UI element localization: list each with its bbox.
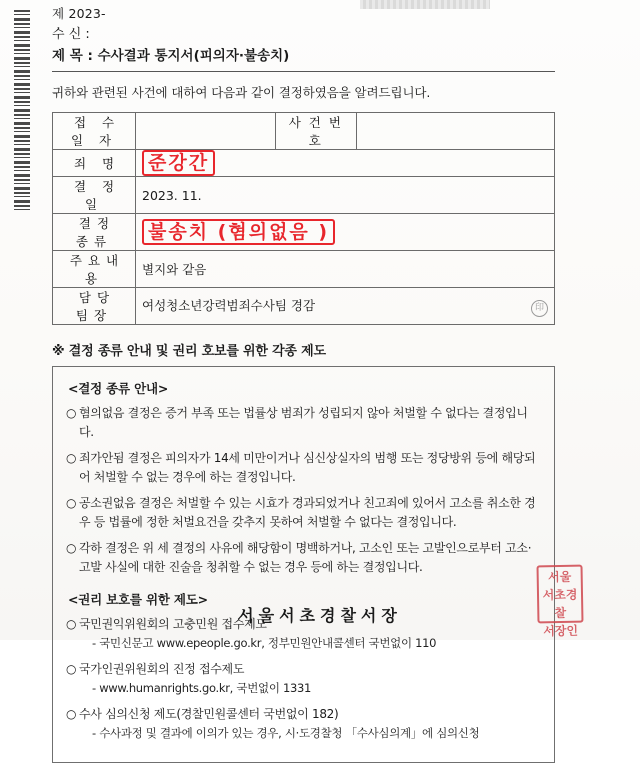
guide-item-text: 혐의없음 결정은 증거 부족 또는 법률상 범죄가 성립되지 않아 처벌할 수 없다는 결정입니다. (79, 406, 528, 439)
guide-heading: <결정 종류 안내> (68, 381, 169, 396)
section-title: 결정 종류 안내 및 권리 호보를 위한 각종 제도 (68, 344, 326, 359)
cell-label-summary: 주요내용 (53, 251, 136, 288)
section-mark-icon: ※ (52, 344, 65, 359)
rights-heading: <권리 보호를 위한 제도> (68, 592, 208, 607)
bullet-icon: ○ (66, 707, 77, 721)
cell-value-decision-type (136, 214, 555, 251)
rights-item-sub: - 국민신문고 www.epeople.go.kr, 정부민원안내콜센터 국번없이 110 (92, 636, 437, 650)
cell-label-receipt-date: 접 수 일 자 (53, 113, 136, 150)
document-body (52, 4, 612, 763)
rights-item-title: 수사 심의신청 제도(경찰민원콜센터 국번없이 182) (79, 707, 339, 721)
cell-label-decision-date: 결 정 일 (53, 177, 136, 214)
table-row (53, 288, 555, 325)
guide-item-text: 각하 결정은 위 세 결정의 사유에 해당함이 명백하거나, 고소인 또는 고발인으로부터 고소·고발 사실에 대한 진술을 청취할 수 없는 경우 등에 하는 결정입니다. (79, 541, 532, 574)
list-item (66, 404, 541, 442)
seal-line-2: 서초경찰 (542, 587, 578, 621)
stamp-icon: 印 (531, 300, 548, 317)
cell-value-team-leader (136, 288, 555, 325)
team-leader-text: 여성청소년강력범죄수사팀 경감 (142, 297, 316, 313)
recipient-label: 수 신 : (52, 27, 90, 42)
cell-value-receipt-date (136, 113, 276, 150)
header-divider (52, 71, 555, 72)
list-item (66, 660, 541, 698)
bullet-icon: ○ (66, 451, 77, 465)
list-item (66, 705, 541, 743)
cell-value-case-number (356, 113, 554, 150)
table-row (53, 214, 555, 251)
cell-label-team-leader: 담당 팀장 (53, 288, 136, 325)
decision-table (52, 112, 555, 325)
list-item (66, 449, 541, 487)
table-row (53, 113, 555, 150)
cell-label-case-number: 사 건 번 호 (276, 113, 356, 150)
section-heading (52, 340, 612, 359)
subject-label: 제 목 : (52, 48, 93, 64)
cell-value-summary: 별지와 같음 (136, 251, 555, 288)
charge-highlight: 준강간 (142, 150, 215, 176)
guide-item-text: 공소권없음 결정은 처벌할 수 있는 시효가 경과되었거나 친고죄에 있어서 고소를 취소한 경우 등 법률에 정한 처벌요건을 갖추지 못하여 처벌할 수 없다는 결정입니다. (79, 496, 536, 529)
rights-item-sub: - www.humanrights.go.kr, 국번없이 1331 (92, 681, 312, 695)
cell-label-decision-type: 결정 종류 (53, 214, 136, 251)
list-item (66, 494, 541, 532)
subject-value: 수사결과 통지서(피의자·불송치) (97, 48, 290, 64)
subject-line (52, 45, 612, 69)
cell-value-decision-date: 2023. 11. (136, 177, 555, 214)
bullet-icon: ○ (66, 662, 77, 676)
seal-line-3: 서장인 (543, 623, 579, 639)
notice-text: 귀하와 관련된 사건에 대하여 다음과 같이 결정하였음을 알려드립니다. (52, 85, 431, 100)
bullet-icon: ○ (66, 541, 77, 555)
barcode-icon (14, 10, 30, 210)
bullet-icon: ○ (66, 617, 77, 631)
rights-item-title: 국가인권위원회의 진정 접수제도 (79, 662, 245, 676)
seal-line-1: 서울 (547, 569, 572, 585)
document-number: 제 2023- (52, 6, 106, 21)
guide-box (52, 366, 555, 763)
table-row (53, 251, 555, 288)
rights-item-title: 국민권익위원회의 고충민원 접수제도 (79, 617, 267, 631)
list-item (66, 539, 541, 577)
table-row (53, 150, 555, 177)
table-row (53, 177, 555, 214)
rights-item (79, 660, 541, 698)
guide-item-text: 죄가안됨 결정은 피의자가 14세 미만이거나 심신상실자의 범행 또는 정당방위 등에 해당되어 처벌할 수 없는 경우에 하는 결정입니다. (79, 451, 536, 484)
cell-value-charge (136, 150, 555, 177)
decision-highlight: 불송치 (혐의없음 ) (142, 219, 335, 245)
rights-item (79, 705, 541, 743)
rights-item-sub: - 수사과정 및 결과에 이의가 있는 경우, 시·도경찰청 「수사심의계」에 심의신청 (92, 726, 480, 740)
bullet-icon: ○ (66, 496, 77, 510)
bullet-icon: ○ (66, 406, 77, 420)
issuer-line: 서울서초경찰서장 (238, 606, 402, 625)
cell-label-charge: 죄 명 (53, 150, 136, 177)
